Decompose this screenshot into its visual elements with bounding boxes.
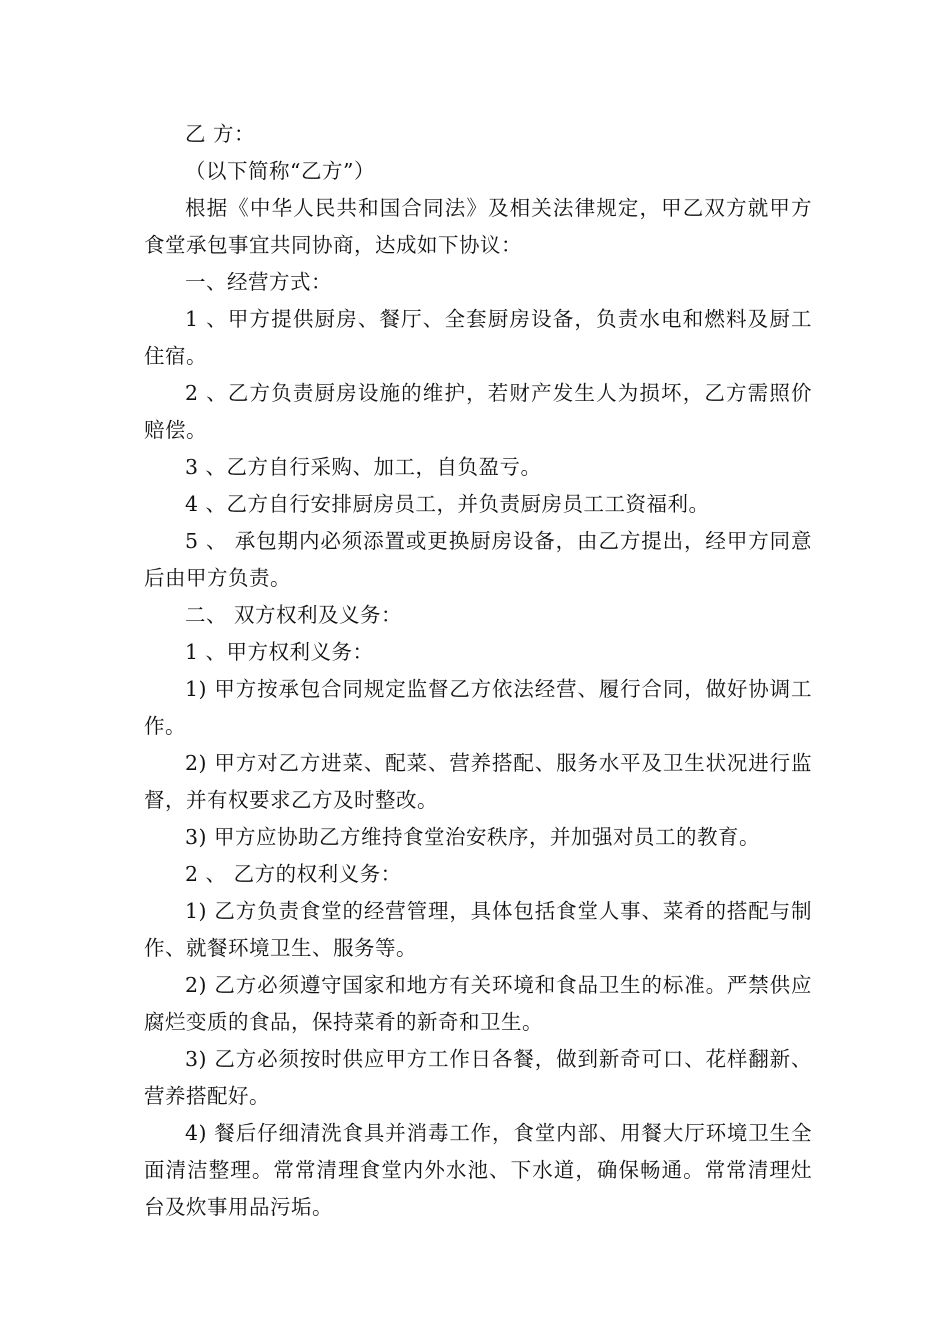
subsection-party-b-rights: 2 、 乙方的权利义务： [185,862,402,886]
clause-1-2: 2 、乙方负责厨房设施的维护，若财产发生人为损坏，乙方需照价赔偿。 [144,381,812,442]
party-b-item-2: 2) 乙方必须遵守国家和地方有关环境和食品卫生的标准。严禁供应腐烂变质的食品，保持菜肴的新奇和卫生。 [144,973,812,1034]
party-b-abbreviation: （以下简称“乙方”） [185,159,375,183]
clause-1-5: 5 、 承包期内必须添置或更换厨房设备，由乙方提出，经甲方同意后由甲方负责。 [144,529,812,590]
subsection-party-a-rights: 1 、甲方权利义务： [185,640,374,664]
party-a-item-2: 2) 甲方对乙方进菜、配菜、营养搭配、服务水平及卫生状况进行监督，并有权要求乙方及时整改。 [144,751,812,812]
preamble-paragraph: 根据《中华人民共和国合同法》及相关法律规定，甲乙双方就甲方食堂承包事宜共同协商，达成如下协议： [144,196,812,257]
clause-1-4: 4 、乙方自行安排厨房员工，并负责厨房员工工资福利。 [185,492,710,516]
party-a-item-1: 1) 甲方按承包合同规定监督乙方依法经营、履行合同，做好协调工作。 [144,677,812,738]
clause-1-1: 1 、甲方提供厨房、餐厅、全套厨房设备，负责水电和燃料及厨工住宿。 [144,307,812,368]
document-body [144,116,812,1226]
section-heading-operation-mode: 一、经营方式： [185,270,332,294]
party-b-label: 乙 方： [185,122,256,146]
party-b-item-3: 3) 乙方必须按时供应甲方工作日各餐，做到新奇可口、花样翻新、营养搭配好。 [144,1047,812,1108]
party-b-item-1: 1) 乙方负责食堂的经营管理，具体包括食堂人事、菜肴的搭配与制作、就餐环境卫生、服务等。 [144,899,812,960]
party-a-item-3: 3) 甲方应协助乙方维持食堂治安秩序，并加强对员工的教育。 [185,825,761,849]
clause-1-3: 3 、乙方自行采购、加工，自负盈亏。 [185,455,542,479]
section-heading-rights-obligations: 二、 双方权利及义务： [185,603,403,627]
party-b-item-4: 4) 餐后仔细清洗食具并消毒工作，食堂内部、用餐大厅环境卫生全面清洁整理。常常清理食堂内外水池、下水道，确保畅通。常常清理灶台及炊事用品污垢。 [144,1121,812,1219]
